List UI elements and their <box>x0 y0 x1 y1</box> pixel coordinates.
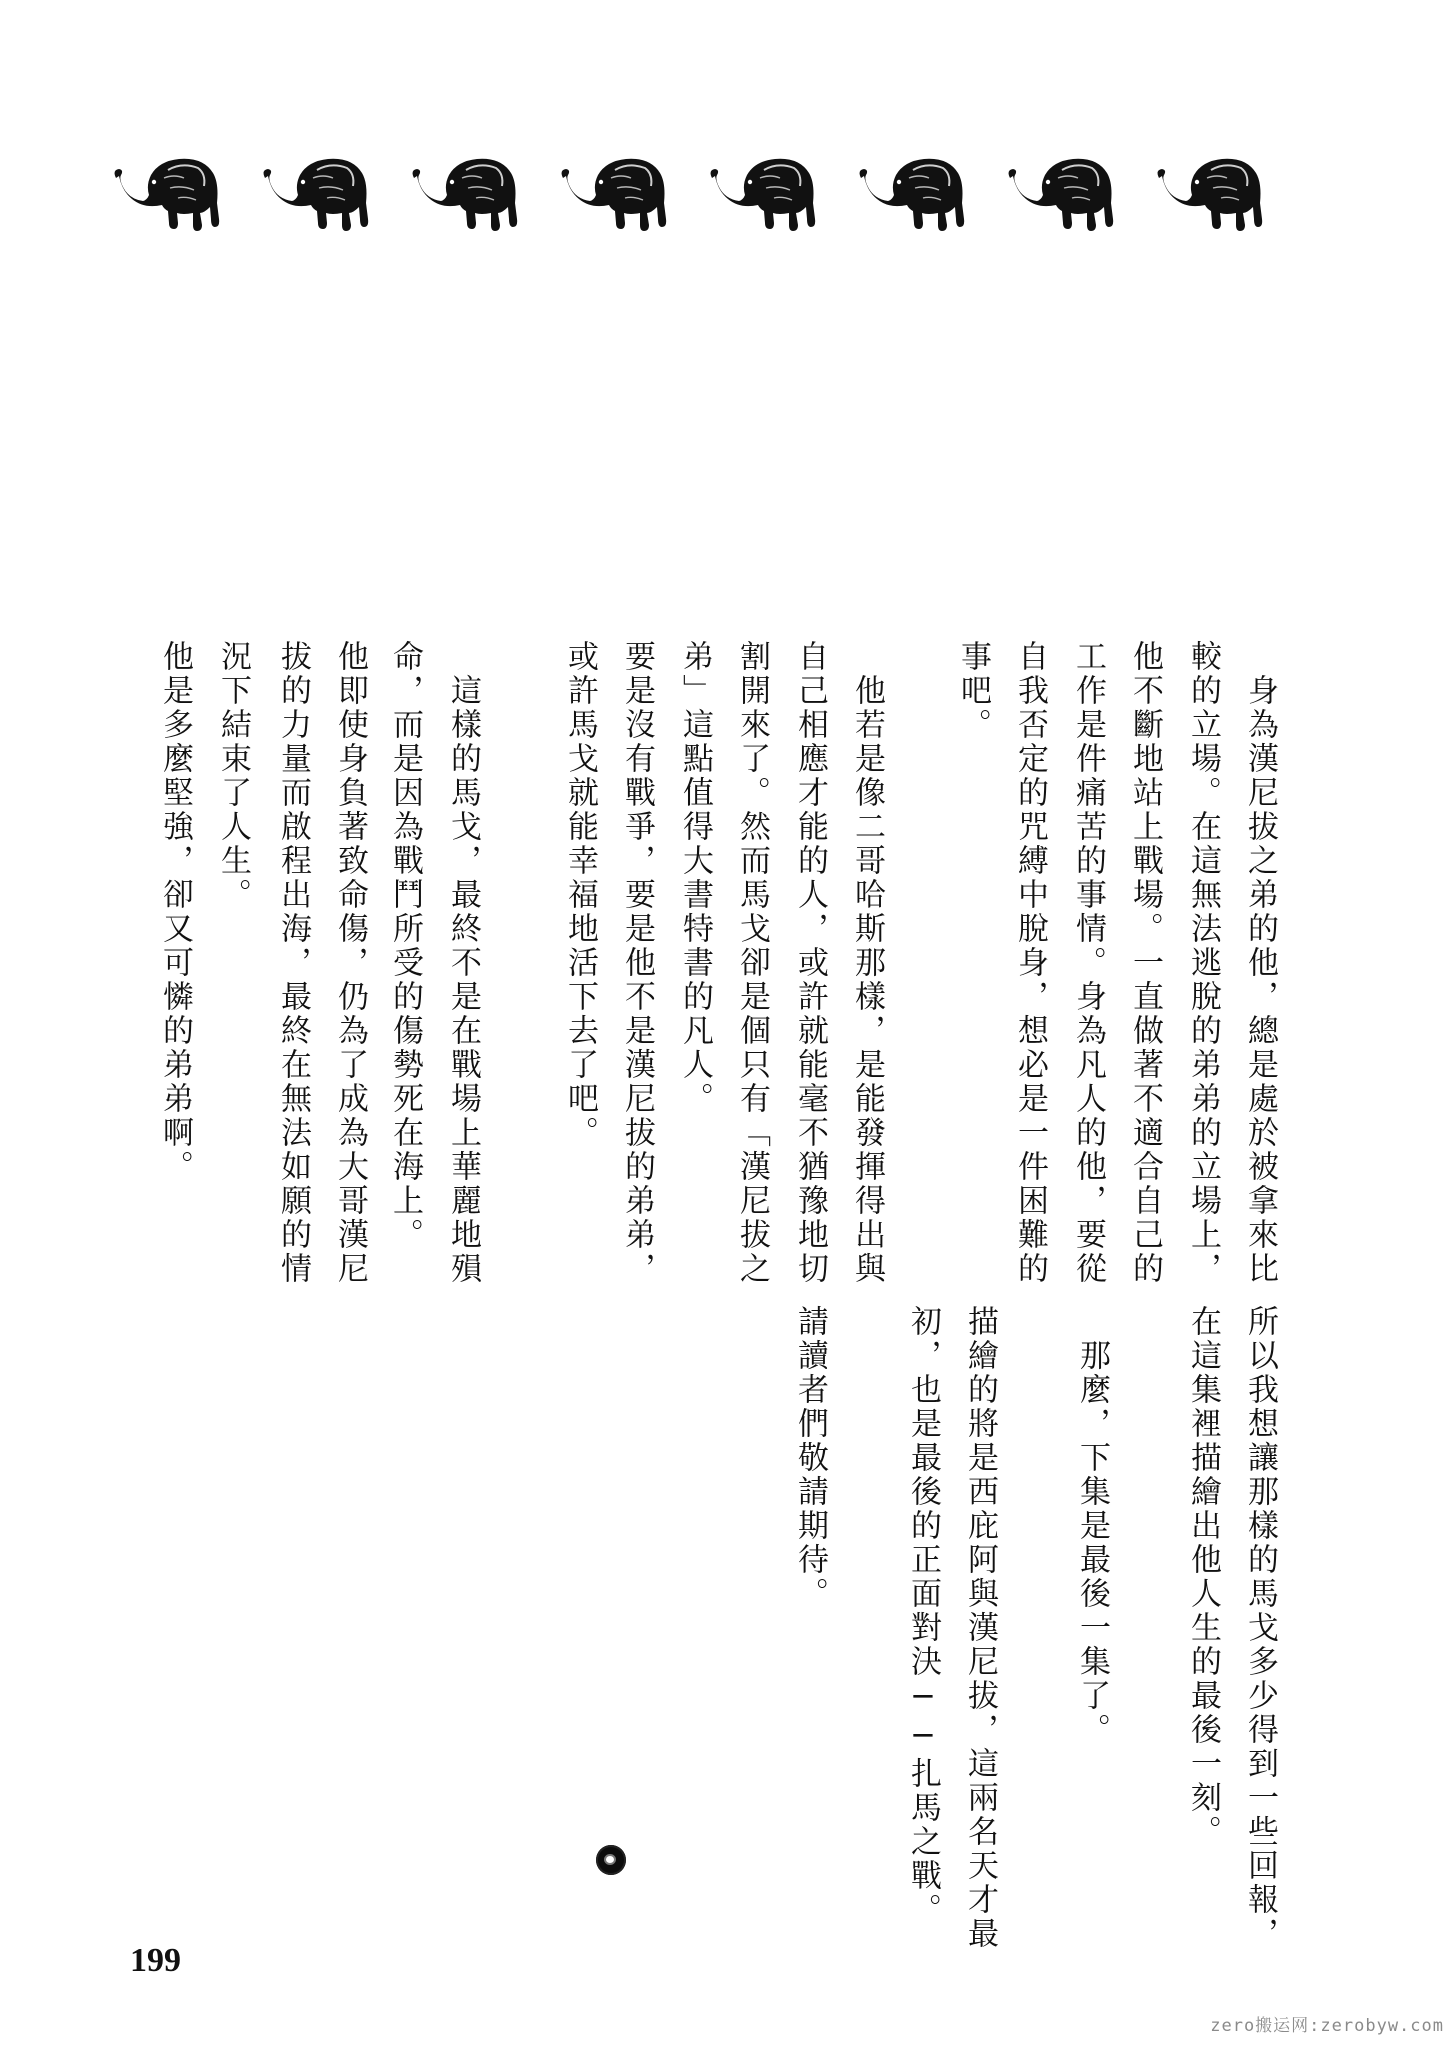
elephant-icon <box>257 148 406 240</box>
text-column: 那麼，下集是最後一集了。 <box>1074 1305 1110 1747</box>
elephant-icon <box>406 148 555 240</box>
text-column: 在這集裡描繪出他人生的最後一刻。 <box>1185 1305 1221 1849</box>
text-column: 要是沒有戰爭，要是他不是漢尼拔的弟弟， <box>619 640 655 1286</box>
ring-bullet-icon <box>596 1845 626 1875</box>
text-column: 或許馬戈就能幸福地活下去了吧。 <box>562 640 598 1150</box>
elephant-icon <box>108 148 257 240</box>
elephant-icon <box>1002 148 1151 240</box>
elephant-icon <box>853 148 1002 240</box>
text-column: 工作是件痛苦的事情。身為凡人的他，要從 <box>1070 640 1106 1286</box>
text-column: 較的立場。在這無法逃脫的弟弟的立場上， <box>1185 640 1221 1286</box>
elephant-icon <box>1151 148 1300 240</box>
text-column: 況下結束了人生。 <box>215 640 251 912</box>
text-column: 事吧。 <box>955 640 991 742</box>
elephant-icon <box>704 148 853 240</box>
text-column: 他即使身負著致命傷，仍為了成為大哥漢尼 <box>332 640 368 1286</box>
text-column: 弟」這點值得大書特書的凡人。 <box>677 640 713 1116</box>
text-column: 自我否定的咒縛中脫身，想必是一件困難的 <box>1012 640 1048 1286</box>
text-column: 初，也是最後的正面對決──扎馬之戰。 <box>905 1305 941 1927</box>
text-column: 請讀者們敬請期待。 <box>792 1305 828 1611</box>
text-column: 拔的力量而啟程出海，最終在無法如願的情 <box>275 640 311 1286</box>
elephant-icon <box>555 148 704 240</box>
text-column: 他若是像二哥哈斯那樣，是能發揮得出與 <box>849 640 885 1286</box>
text-column: 他不斷地站上戰場。一直做著不適合自己的 <box>1127 640 1163 1286</box>
text-column: 割開來了。然而馬戈卻是個只有「漢尼拔之 <box>734 640 770 1286</box>
text-column: 身為漢尼拔之弟的他，總是處於被拿來比 <box>1242 640 1278 1286</box>
text-column: 自己相應才能的人，或許就能毫不猶豫地切 <box>792 640 828 1286</box>
page-number: 199 <box>130 1942 181 1979</box>
text-column: 所以我想讓那樣的馬戈多少得到一些回報， <box>1242 1305 1278 1951</box>
text-column: 描繪的將是西庇阿與漢尼拔，這兩名天才最 <box>962 1305 998 1951</box>
watermark: zero搬运网:zerobyw.com <box>1210 2016 1444 2036</box>
text-column: 這樣的馬戈，最終不是在戰場上華麗地殞 <box>445 640 481 1286</box>
text-column: 他是多麼堅強，卻又可憐的弟弟啊。 <box>157 640 193 1184</box>
text-column: 命，而是因為戰鬥所受的傷勢死在海上。 <box>387 640 423 1252</box>
elephant-frieze-ornament <box>108 148 1303 240</box>
